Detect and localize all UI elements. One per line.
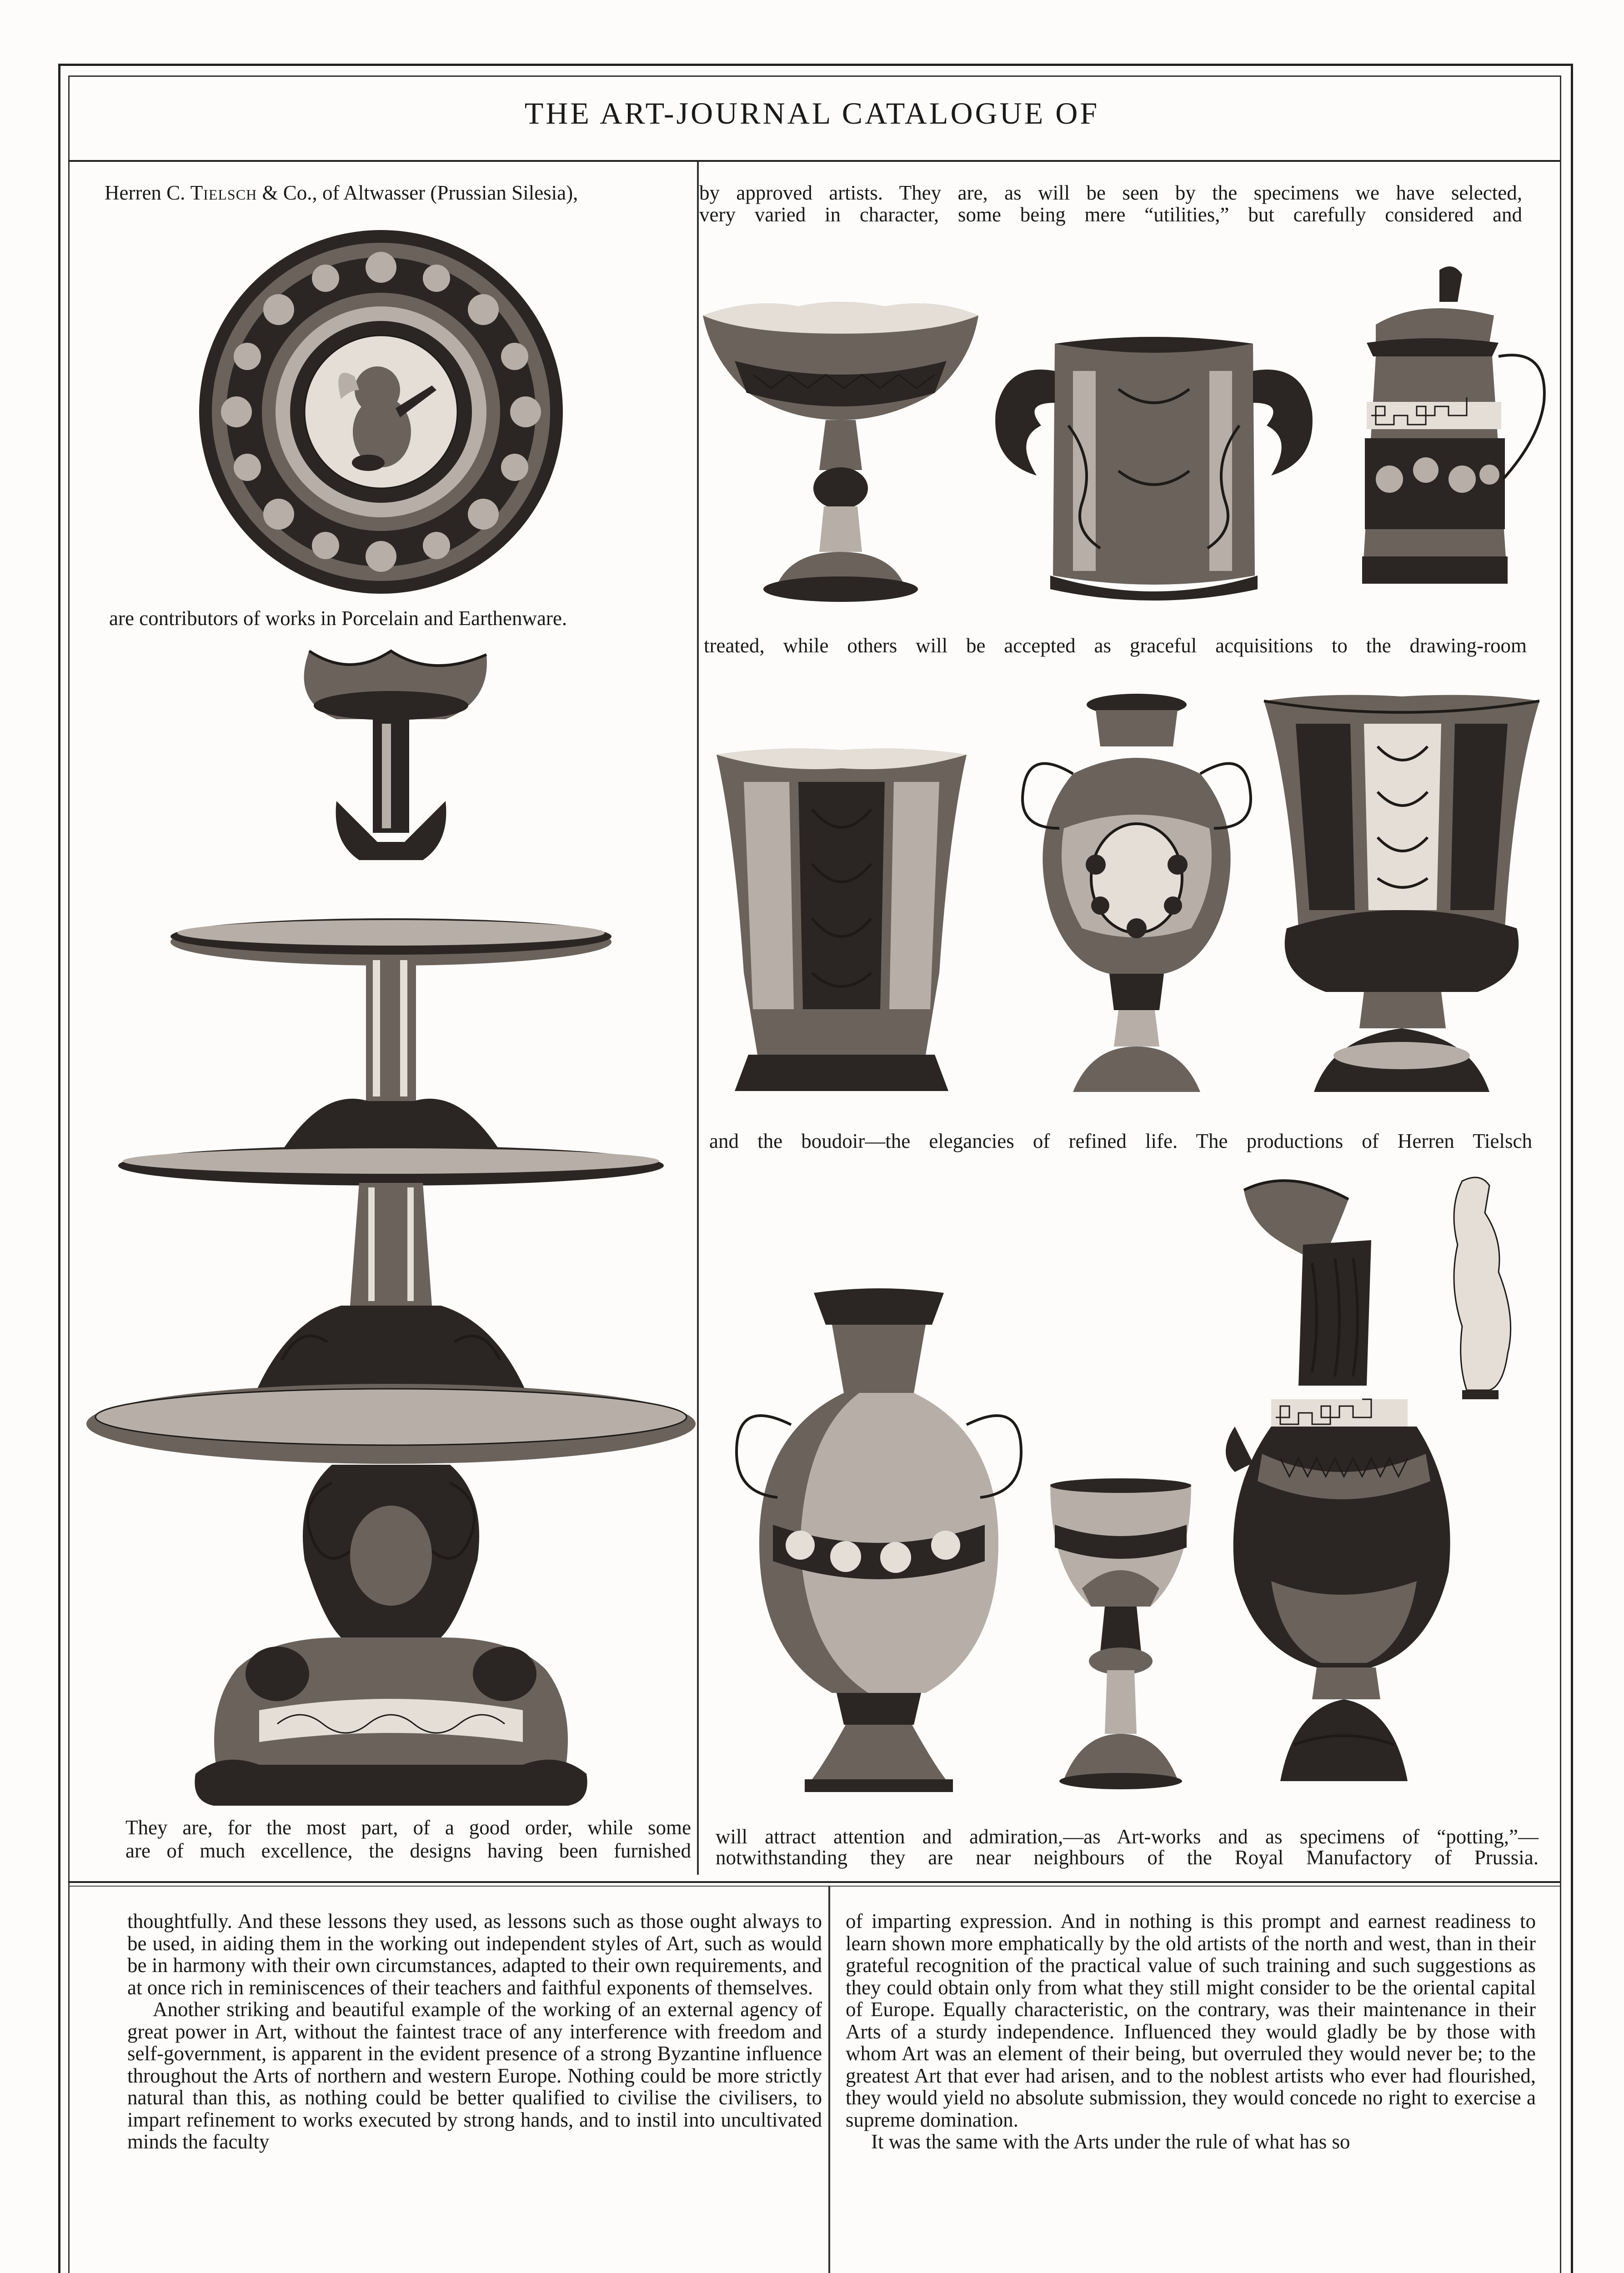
caption-right-top-1: by approved artists. They are, as will be seen by the specimens we have selected, (699, 181, 1522, 204)
caption-right-top-2: very varied in character, some being mere “utilities,” but carefully considered and (699, 203, 1522, 226)
page-title: THE ART-JOURNAL CATALOGUE OF (524, 96, 1100, 130)
flared-vase-illustration (712, 746, 971, 1096)
body-paragraph: It was the same with the Arts under the rule of what has so (871, 2130, 1350, 2153)
caption-right-bottom-2: notwithstanding they are near neighbours of the Royal Manufactory of Prussia. (716, 1846, 1539, 1869)
text-column-divider (828, 1886, 830, 2273)
three-tier-comport-illustration (86, 651, 696, 1815)
caption-left-bottom-1: They are, for the most part, of a good order, while some (125, 1816, 691, 1839)
decorated-plate-illustration (195, 226, 566, 597)
section-rule-inner (68, 1886, 1560, 1887)
caption-left-top (105, 181, 691, 205)
ewer-with-figure-handle-illustration (1217, 1172, 1530, 1788)
section-rule (68, 1881, 1560, 1883)
body-paragraph: of imparting expression. And in nothing is this prompt and earnest readiness to learn shown more emphatically by the old artists of the north and west, than in their grateful recognition of the practical value of such training and such suggestions as they could obtain only from what they still might consider to be the oriental capital of Europe. Equally characteristic, on the contrary, was their maintenance in their Arts of a sturdy independence. Influenced they would gladly be by those with whom Art was an element of their being, but overruled they would never be; to the greatest Art that ever had arisen, and to the noblest artists who ever had flourished, they would yield no absolute submission, they would concede no right to exercise a supreme domination. (846, 1910, 1536, 2131)
paneled-cachepot-illustration (1259, 692, 1544, 1101)
caption-left-top-name: Tielsch (190, 181, 257, 204)
caption-left-top-prefix: Herren C. (105, 181, 190, 204)
caption-left-bottom-2: are of much excellence, the designs having been furnished (125, 1839, 691, 1862)
body-text-left (127, 1910, 822, 2153)
caption-right-mid-1: treated, while others will be accepted as graceful acquisitions to the drawing-room (704, 634, 1527, 657)
caption-right-mid-2: and the boudoir—the elegancies of refined life. The productions of Herren Tielsch (709, 1130, 1532, 1152)
goblet-illustration (1046, 1479, 1196, 1789)
lidded-tankard-illustration (1348, 265, 1549, 606)
caption-left-mid: are contributors of works in Porcelain and Earthenware. (109, 607, 567, 630)
jardiniere-illustration (987, 335, 1321, 605)
two-handled-vase-illustration (732, 1288, 1026, 1794)
tazza-illustration (698, 297, 983, 602)
title-rule (68, 160, 1560, 162)
caption-right-bottom-1: will attract attention and admiration,—as Art-works and as specimens of “potting,”— (716, 1825, 1539, 1848)
caption-left-top-suffix: & Co., of Altwasser (Prussian Silesia), (257, 181, 578, 204)
body-paragraph: thoughtfully. And these lessons they used, as lessons such as those ought always to be used, in aiding them in the working out independent styles of Art, such as would be in harmony with their own circumstances, adapted to their own requirements, and at once rich in reminiscences of their teachers and faithful exponents of themselves. (127, 1910, 822, 1999)
body-text-right (846, 1910, 1536, 2153)
body-paragraph: Another striking and beautiful example of the working of an external agency of great power in Art, without the faintest trace of any interference with freedom and self-government, is apparent in the evident presence of a strong Byzantine influence throughout the Arts of northern and western Europe. Nothing could be more strictly natural than this, as nothing could be better qualified to civilise the civilisers, to impart refinement to works executed by strong hands, and to instil into uncultivated minds the faculty (127, 1998, 822, 2153)
handled-urn-illustration (1009, 692, 1264, 1101)
